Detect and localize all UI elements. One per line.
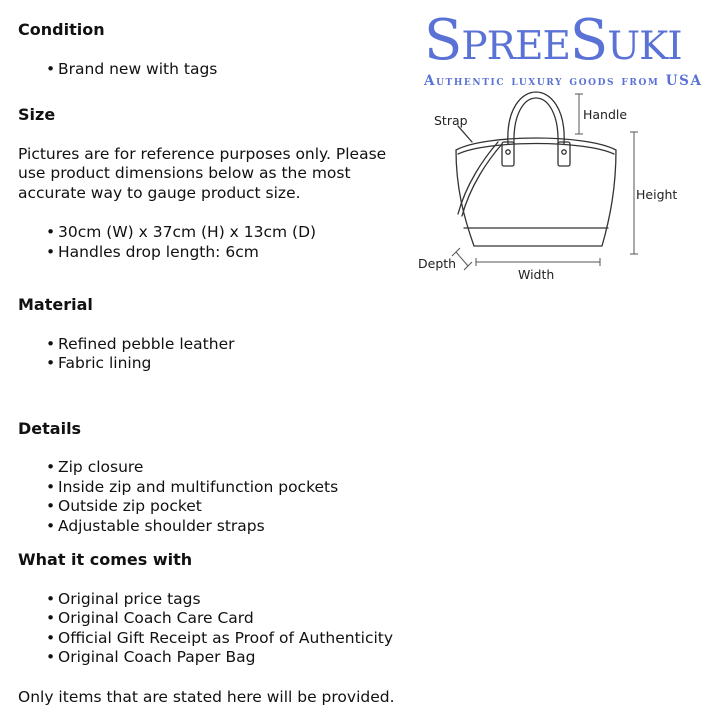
- handle-dimension-line: [575, 94, 583, 134]
- material-heading: Material: [18, 295, 93, 314]
- height-label: Height: [636, 187, 678, 202]
- details-heading: Details: [18, 418, 82, 438]
- bag-dimension-diagram: [414, 88, 714, 288]
- list-item: • Original Coach Care Card: [46, 609, 418, 629]
- width-dimension-line: [476, 258, 600, 266]
- condition-heading: Condition: [18, 20, 105, 39]
- strap-label: Strap: [434, 113, 468, 128]
- width-label: Width: [518, 267, 555, 282]
- comes-with-heading: What it comes with: [18, 550, 193, 569]
- comes-with-list: [18, 590, 418, 668]
- details-list: [18, 458, 418, 536]
- list-item: • Zip closure: [46, 458, 418, 478]
- logo-wordmark: SpreeSuki: [424, 8, 682, 73]
- spreesuki-logo: [424, 8, 716, 92]
- list-item: • Brand new with tags: [46, 60, 418, 80]
- list-item: • Outside zip pocket: [46, 497, 418, 517]
- product-description: [18, 20, 418, 707]
- size-note: Pictures are for reference purposes only. Please use product dimensions below as the most accurate way to gauge product size.: [18, 144, 387, 202]
- list-item: • 30cm (W) x 37cm (H) x 13cm (D): [46, 223, 418, 243]
- depth-label: Depth: [418, 256, 457, 271]
- handle-label: Handle: [583, 107, 628, 122]
- list-item: • Inside zip and multifunction pockets: [46, 478, 418, 498]
- list-item: • Official Gift Receipt as Proof of Authenticity: [46, 629, 418, 649]
- logo-tagline: Authentic luxury goods from USA: [424, 73, 703, 89]
- list-item: • Handles drop length: 6cm: [46, 243, 418, 263]
- list-item: • Adjustable shoulder straps: [46, 517, 418, 537]
- list-item: • Refined pebble leather: [46, 335, 418, 355]
- condition-list: [18, 60, 418, 80]
- size-heading: Size: [18, 105, 56, 124]
- list-item: • Original price tags: [46, 590, 418, 610]
- bag-body: [456, 138, 616, 246]
- size-list: [18, 223, 418, 262]
- bag-handle-inner: [514, 98, 558, 144]
- list-item: • Original Coach Paper Bag: [46, 648, 418, 668]
- bag-top-seam: [458, 144, 614, 155]
- list-item: • Fabric lining: [46, 354, 418, 374]
- footer-note: Only items that are stated here will be provided.: [18, 687, 395, 706]
- material-list: [18, 335, 418, 374]
